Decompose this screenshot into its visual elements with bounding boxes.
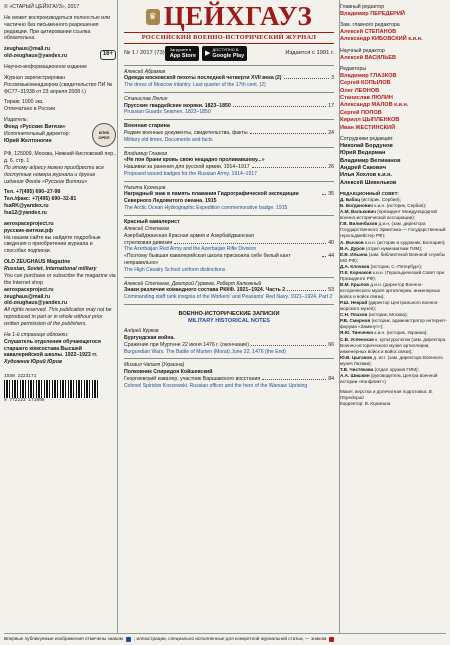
email-link[interactable]: zeughaus@mail.ru: [4, 293, 50, 300]
executive-name: Юрий Желтоногин: [4, 137, 52, 144]
app-store-button[interactable]: Загрузите в App Store: [165, 46, 199, 61]
executive-label: Исполнительный директор:: [4, 130, 70, 137]
board-member: А.А. Шишкин (руководитель Центра военной истории «Конфликт»): [340, 372, 438, 384]
copy-note: Не может воспроизводиться полностью или частично без письменного разрешения редакции. При цитировании ссылка обязательна.: [4, 14, 110, 42]
board-member: С.Н. Плахов (историк, Москва);: [340, 312, 408, 318]
staff-label: Сотрудники редакции:: [340, 135, 394, 142]
board-member: Я.Ю. Тинченко к.и.н. (историк, Украина);: [340, 330, 428, 336]
editor-name: Сергей ПОПОВ: [340, 109, 382, 116]
issue-row: [120, 46, 338, 61]
board-member: Е.В. Ильина (зам. библиотекой Военной службы МО РФ);: [340, 251, 446, 263]
age-rating-badge: 16+: [100, 50, 116, 60]
production-credits: [340, 389, 448, 407]
board-member: А. Вычков к.и.н. (историк и художник, Болгария);: [340, 239, 446, 245]
editor-name: Станислав ЛЮЛИН: [340, 95, 393, 102]
science-editor-label: Научный редактор: [340, 47, 385, 54]
website-link[interactable]: русские-витязи.рф: [4, 227, 53, 234]
phone: Тел. +7(495) 690–27-98: [4, 189, 61, 196]
legend-text: Впервые публикуемые изображения отмечены знаком: [4, 636, 123, 642]
board-member: Р.Ш. Некрай (директор Центрального военно-морского музея);: [340, 300, 439, 312]
en-rights: All rights reserved. This publication may not be reproduced in part or in whole without prior written permission of the publishers.: [4, 307, 112, 327]
editorial-staff-column: [340, 0, 448, 633]
barcode-bars-icon: [4, 380, 100, 398]
toc-entry[interactable]: Никита Кузнецов Наградный знак в память плавания Гидрографической экспедиции Северного Ледовитого океана. 1915 35 The Arctic Ocean Hydrographic Expedition commemorative badge. 1915: [124, 181, 334, 212]
en-subtitle: Russian, Soviet, International military: [4, 266, 97, 273]
deputy-label: Зам. главного редактора: [340, 22, 400, 29]
editor-name: Иван ЖЕСТИНСКИЙ: [340, 124, 396, 131]
email-link[interactable]: zeughaus@mail.ru: [4, 46, 50, 53]
footer-legend: [4, 633, 446, 645]
proofreader-label: Корректор:: [340, 401, 364, 407]
toc-entry[interactable]: Военная старина Редкие военные документы, свидетельства, факты 24 Military old times. Documents and facts: [124, 119, 334, 144]
editor-name: Александр МАЛОВ к.и.н.: [340, 102, 409, 109]
magazine-title: ЦЕЙХГАУЗ: [163, 1, 313, 31]
publisher-label: Издатель:: [4, 117, 28, 124]
print-run: Тираж: 1000 экз.: [4, 99, 44, 106]
toc-entry[interactable]: Алексей Степанов, Дмитрий Гурвеев, Роберт Калюжный Знаки различия командного состава РККФ. 1921–1924. Часть 2 53 Commanding staff rank insignia of the Workers' and Peasants' Red Navy. 1921–1924. Part 2: [124, 277, 334, 301]
eagle-club-logo-icon: КЛУБ ОРЕЛ: [92, 123, 116, 147]
masthead: [120, 0, 338, 30]
printed-in: Отпечатано в России: [4, 106, 56, 113]
staff-name: Андрей Сакович: [340, 164, 386, 171]
imprint-column: [4, 0, 116, 633]
magazine-subtitle: РОССИЙСКИЙ ВОЕННО-ИСТОРИЧЕСКИЙ ЖУРНАЛ: [124, 32, 334, 44]
publisher-block: [4, 117, 116, 147]
google-play-icon: ▶: [204, 49, 211, 57]
website-link[interactable]: aerospaceproject.ru: [4, 286, 54, 293]
editors-label: Редакторы: [340, 66, 367, 73]
board-member: В.А. Дуров (отдел нумизматики ГИМ);: [340, 245, 423, 251]
address-note: По этому адресу можно приобрести все доступные номера журнала и другие издания Фонда «Русские Витязи»: [4, 164, 104, 185]
deputy-name: Александр КИБОВСКИЙ к.и.н.: [340, 36, 423, 43]
email-link[interactable]: fsaRK@yandex.ru: [4, 203, 49, 210]
email-link[interactable]: old-zeughaus@yandex.ru: [4, 53, 67, 60]
section-heading-en: MILITARY HISTORICAL NOTES: [187, 318, 271, 325]
board-member: Д.А. Клочков (историк, С.-Петербург);: [340, 263, 423, 269]
cover-label: На 1-й странице обложки:: [4, 331, 69, 338]
board-member: Г.В. Вилинбахов д.и.н. (зам. директора Государственного Эрмитажа — Государственный герольдмейстер РФ);: [340, 221, 446, 239]
toc-entry[interactable]: Станислав Люлин Прусские гвардейские моряки. 1823–1850 17 Prussian Guards Seamen. 1823–1850: [124, 92, 334, 116]
contents-column: [120, 0, 338, 633]
board-heading: РЕДАКЦИОННЫЙ СОВЕТ:: [340, 191, 399, 197]
toc-entry[interactable]: Алексей Абрамов Одежда московской пехоты последней четверти XVII века (2) 3 The dress of Moscow infantry. Last quarter of the 17th cent. (2): [124, 65, 334, 89]
section-heading: ВОЕННО-ИСТОРИЧЕСКИЕ ЗАПИСКИ: [178, 310, 280, 317]
editor-name: Сергей КОПЫЛОВ: [340, 80, 391, 87]
issn: ISSN 2223171: [4, 374, 37, 380]
staff-name: Владимир Великанов: [340, 157, 401, 164]
fax: Тел./факс: +7(495) 690–32-81: [4, 196, 77, 203]
board-member: В.М. Крылов д.и.н. (директор Военно-исторического музея артиллерии, инженерных войск и войск связи);: [340, 281, 441, 300]
science-editor-name: Алексей ВАСИЛЬЕВ: [340, 54, 397, 61]
toc-entry[interactable]: Красный кавалерист Алексей Степанов Азербайджанская Красная армия и Азербайджанская стрелковая дивизия 40 The Azerbaijan Red Army and the Azerbaijan Rifle Division «Поэтому бывшая кавалерийская школа присвоила себе белый кант неправильно» 44 The High Cavalry School uniform distinctions: [124, 215, 334, 274]
staff-name: Алексей Шевельков: [340, 179, 397, 186]
table-of-contents: [120, 61, 338, 390]
toc-entry[interactable]: Андрей Курков Бургундская война. Сражение при Муртене 22 июня 1476 г. (окончание) 66 Burgundian Wars. The Battle of Murten (Morat) June 22, 1476 (the End): [124, 328, 334, 355]
since-year: Издается с 1991 г.: [285, 49, 334, 56]
email-link[interactable]: fsa12@yandex.ru: [4, 210, 47, 217]
en-title: OLD ZEUGHAUS Magazine: [4, 259, 71, 266]
proofreader-name: В. Корякина: [364, 401, 391, 407]
board-member: Б. Богданович к.и.н. (историк, Сербия);: [340, 203, 427, 209]
chief-editor-name: Владимир ПЕРЕДЕРИЙ: [340, 10, 405, 17]
en-note: You can purchase or subscribe the magazine via the Internet shop: [4, 272, 116, 286]
editorial-board: [340, 191, 448, 385]
staff-name: Илья Хохлов к.и.н.: [340, 172, 393, 179]
publisher-name: Фонд «Русские Витязи»: [4, 124, 66, 131]
toc-entry[interactable]: Владимир Глазков «Не пон брани кровь свою нещадно проливавшему...» Нашивки за ранения для русской армии. 1914–1917 26 Proposed wound badges for the Russian Army. 1914–1917: [124, 147, 334, 178]
cover-artist: Художник Юрий Юров: [4, 359, 63, 366]
copyright: © «СТАРЫЙ ЦЕЙХГАУЗ», 2017: [4, 4, 80, 10]
board-member: Ю.В. Цыганов д. ист. (зам. директора Военного музея Латвии);: [340, 354, 443, 366]
staff-name: Юрий Ведерман: [340, 150, 386, 157]
issue-number: № 1 / 2017 (73): [124, 49, 165, 56]
publication-type: Научно-информационное издание: [4, 64, 88, 71]
google-play-button[interactable]: ▶ ДОСТУПНО В Google Play: [202, 46, 247, 61]
layout-name: В. Передерий: [340, 389, 433, 401]
first-publication-mark-icon: [126, 637, 131, 642]
board-member: П.К. Корнаков к.и.н. (Геральдический Совет при Президенте РФ);: [340, 269, 445, 281]
chief-editor-label: Главный редактор: [340, 4, 385, 10]
deputy-name: Алексей СТЕПАНОВ: [340, 29, 397, 36]
cover-title: Слушатель отделения обучающегося старшего комсостава Высшей кавалерийской школы. 1922–1923 гг.: [4, 338, 101, 359]
editor-name: Владимир ГЛАЗКОВ: [340, 72, 397, 79]
editor-name: Кирилл ЦЫПЛЕНКОВ: [340, 117, 400, 124]
board-member: С.В. Успенская к. культурологии (зам. директора Военно-исторического музея артиллерии, инженерных войск и войск связи);: [340, 336, 446, 354]
board-member: А.М. Валькович (президент Международной военно-исторической ассоциации);: [340, 209, 437, 221]
layout-label: Макет, верстка и допечатная подготовка:: [340, 389, 428, 395]
board-member: Д. Бабац (историк, Сербия);: [340, 197, 401, 203]
special-illustration-mark-icon: [329, 637, 334, 642]
board-member: Р.В. Смирнов (историк, администратор интернет-форума «Замкнут»);: [340, 318, 447, 330]
email-link[interactable]: old-zeughaus@yandex.ru: [4, 300, 67, 307]
crest-icon: ♛: [146, 9, 160, 25]
website-link[interactable]: aerospaceproject.ru: [4, 220, 54, 227]
site-note: На нашем сайте вы найдете подробные сведения о приобретении журнала и способах подписки.: [4, 234, 101, 255]
barcode-number: 9 772223 171000: [4, 398, 45, 404]
address: РФ, 125009, Москва, Нижний Кисловский пер., д. 6, стр. 1: [4, 151, 116, 165]
board-member: Т.В. Чистякова (отдел оружия ГИМ);: [340, 366, 419, 372]
registration: Журнал зарегистрирован Россвязькомнадзором (свидетельство ПИ № ФС77–31938 от 23 апреля 2008 г.): [4, 74, 113, 95]
editor-name: Олег ЛЕОНОВ: [340, 87, 380, 94]
toc-entry[interactable]: Михаил Чапаля (Украина) Полковник Спиридон Койшевский Георгиевский кавалер, участник Варшавского восстания 84 Colonel Spiridon Koszewski. Russian officer and the hero of the Warsaw Uprising: [124, 358, 334, 389]
barcode: [4, 374, 116, 404]
staff-name: Николай Бордунов: [340, 142, 393, 149]
legend-text: ; иллюстрации, специально исполненные для конкретной журнальной статьи, — знаком: [133, 636, 327, 642]
